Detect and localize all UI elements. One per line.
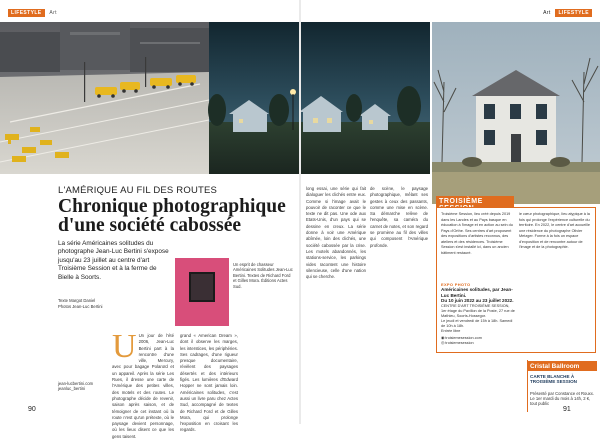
web-credit	[58, 381, 93, 392]
page-number-right: 91	[563, 406, 571, 413]
parking-lot-photo	[0, 22, 209, 174]
expo-dates: Du 10 juin 2022 au 23 juillet 2022.	[441, 298, 514, 304]
page-gutter	[299, 0, 301, 424]
article-standfirst: La série Américaines solitudes du photographe Jean-Luc Bertini s'expose jusqu'au 23 juillet au centre d'art Troisième Session et à la ferme de Bielle à Soorts.	[58, 240, 169, 281]
body-text-4: de scène, le paysage photographique, mêlant ses gestes à ceux des passants, comme une mise en scène. Sa démarche relève de l'enquête, sa caméra du carnet de notes, et son regard se promène au fil des villes qui composent l'Amérique profonde.	[370, 186, 428, 248]
body-text-1: Un jour de l'été 2006, Jean-Luc Bertini part à la rencontre d'une ville, Mercury, avec pour bagage Polaroïd et un appareil. Après la série Les Rues, il dresse une carte de l'Amérique des petites villes, des motels et des routes. Le photographe décide de revenir, saison après saison, et de témoigner de cet instant où la route n'est qu'un prétexte, où le paysage devient personnage, où les lieux disent ce que les gens taisent.	[112, 333, 174, 439]
text-credit: Texte Margot Daniel	[58, 298, 96, 303]
section-tag: LIFESTYLE	[8, 9, 45, 17]
social-handle[interactable]: jeanluc_bertini	[58, 386, 86, 392]
sidebar-title: TROISIÈME SESSION	[436, 196, 514, 207]
drop-cap: U	[112, 328, 137, 365]
expo-label: EXPO PHOTO	[441, 282, 471, 287]
expo-venue: CENTRE D'ART TROISIÈME SESSION, 1er étage du Pavillon de la Poste, 27 rue de Mathieu, Soorts-Hossegor.	[441, 303, 515, 318]
expo-website-text: troisiemesession.com	[445, 335, 482, 340]
website-link[interactable]: jean-lucbertini.com	[58, 381, 94, 386]
cristal-text: Présenté par Constance et Rouxx. Le 1er mardi du mois à 14h, 2 €, tout public	[530, 391, 595, 407]
body-text-3: long essai, une série qui fait dialoguer les clichés entre eux. Comme si l'image avait le pouvoir de raconter ce que le texte ne dit pas. Une ode aux Etats-Unis, d'un pays qui se dessine en creux. La série donne à voir une Amérique abîmée, loin des clichés, une société cabossée par la crise. Les motels abandonnés, les stations-service, les parkings vides racontent une histoire silencieuse, celle d'une nation qui se cherche.	[306, 186, 366, 280]
running-header-right	[543, 10, 592, 16]
article-kicker: L'AMÉRIQUE AU FIL DES ROUTES	[58, 185, 218, 196]
subsection-label: Art	[543, 10, 551, 16]
book-caption: Un esprit de chasseur Américaines Solitudes Jean-Luc Bertini. Textes de Richard Ford et Gilles Mora. Éditions Actes Sud.	[233, 262, 293, 289]
article-credits	[58, 298, 102, 309]
twilight-houses-photo	[209, 22, 430, 174]
body-column-1	[112, 328, 174, 440]
expo-social[interactable]	[441, 341, 515, 346]
instagram-icon: ◎	[441, 340, 446, 345]
parking-lot-illustration	[0, 22, 209, 174]
expo-social-text: troisiemesession	[445, 340, 474, 345]
body-column-3	[306, 186, 366, 280]
book-cover-image	[175, 258, 229, 326]
white-house-photo	[432, 22, 600, 204]
cristal-subtitle: CARTE BLANCHE À TROISIÈME SESSION	[530, 374, 577, 385]
expo-entry: Entrée libre	[441, 328, 461, 333]
book-cover-art	[175, 258, 229, 326]
running-header-left	[8, 10, 57, 16]
expo-hours: Le jeudi et vendredi de 15h à 18h. Samedi de 10h à 18h.	[441, 318, 513, 328]
subsection-label: Art	[49, 10, 57, 16]
body-text-2: grand « American Dream », dont il observe les marges, les interstices, les périphéries. Ses cadrages, d'une rigueur presque documentaire, révèlent des paysages désertés et des intérieurs figés. Les lumières d'Edward Hopper ne sont jamais loin. Américaines solitudes, c'est aussi un livre paru chez Actes Sud, accompagné de textes de Richard Ford et de Gilles Mora, qui prolonge l'exposition en croisant les regards.	[180, 333, 238, 433]
twilight-houses-illustration	[209, 22, 430, 174]
photo-credit: Photos Jean-Luc Bertini	[58, 303, 103, 309]
sidebar-column-2: le cœur photographique, lieu atypique à la fois qui prolonge l'expérience culturelle du territoire. En 2022, le centre d'art accueille une résidence du photographe Olivier Metzger. Forme à la fois un espace d'exposition et de rencontre autour de l'image et de la photographie.	[519, 212, 591, 249]
globe-icon: ◉	[441, 335, 446, 340]
body-column-2	[180, 333, 238, 434]
sidebar-column-1: Troisième Session, lieu créé depuis 2019 dans les Landes et au Pays basque en éducation à l'image et en action au sein du Pays d'Orthe. Ses centres d'art proposent des expositions d'artistes reconnus, des ateliers et des résidences. Troisième Session s'est installé ici, dans un ancien bâtiment restauré.	[441, 212, 513, 255]
section-tag: LIFESTYLE	[555, 9, 592, 17]
article-title: Chronique photographique d'une société cabossée	[58, 196, 286, 236]
expo-info	[441, 282, 515, 346]
white-house-illustration	[432, 22, 600, 204]
page-number-left: 90	[28, 406, 36, 413]
body-column-4	[370, 186, 428, 249]
cristal-title: Cristal Ballroom	[527, 361, 597, 371]
expo-title: Américaines solitudes, par Jean-Luc Bertini.	[441, 287, 513, 298]
